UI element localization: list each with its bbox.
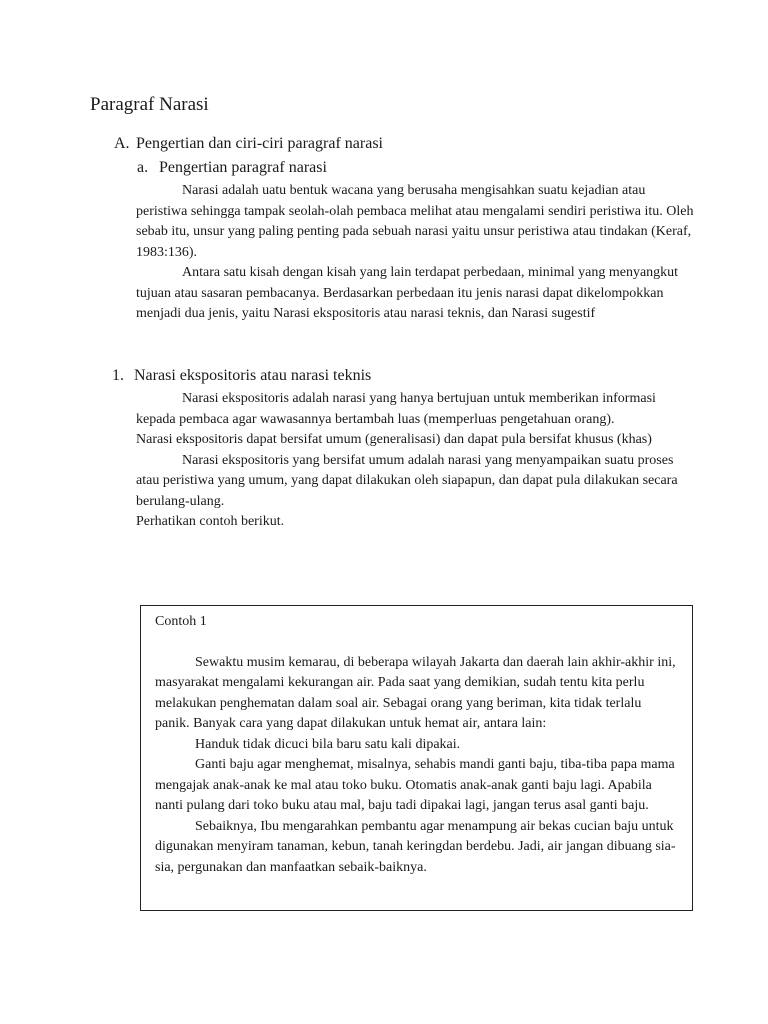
section-a-number: A. [114, 135, 130, 152]
paragraph: Narasi ekspositoris yang bersifat umum adalah narasi yang menyampaikan suatu proses atau peristiwa yang umum, yang dapat dilakukan oleh siapapun, dan dapat pula dilakukan secara berulang-ulang. [136, 452, 678, 509]
paragraph: Narasi ekspositoris adalah narasi yang hanya bertujuan untuk memberikan informasi kepada pembaca agar wawasannya bertambah luas (memperluas pengetahuan orang). [136, 391, 656, 427]
section-1-text: Narasi ekspositoris atau narasi teknis [134, 367, 372, 384]
example-box [140, 605, 693, 911]
example-heading: Contoh 1 [155, 614, 207, 629]
paragraph: Narasi ekspositoris dapat bersifat umum (generalisasi) dan dapat pula bersifat khusus (khas) [136, 432, 652, 447]
expository-text [136, 389, 696, 533]
section-a-text: Pengertian dan ciri-ciri paragraf narasi [136, 135, 383, 152]
example-paragraph: Sebaiknya, Ibu mengarahkan pembantu agar menampung air bekas cucian baju untuk digunakan menyiram tanaman, kebun, tanah keringdan berdebu. Jadi, air jangan dibuang sia-sia, pergunakan dan manfaatkan sebaik-baiknya. [155, 818, 676, 875]
paragraph: Perhatikan contoh berikut. [136, 514, 285, 529]
page-title: Paragraf Narasi [90, 94, 209, 115]
example-paragraph: Handuk tidak dicuci bila baru satu kali dipakai. [195, 736, 461, 752]
paragraph: Narasi adalah uatu bentuk wacana yang berusaha mengisahkan suatu kejadian atau peristiwa sehingga tampak seolah-olah pembaca melihat atau mengalami sendiri peristiwa itu. Oleh sebab itu, unsur yang paling penting pada sebuah narasi yaitu unsur peristiwa atau tindakan (Keraf, 1983:136). [136, 183, 694, 260]
paragraph: Antara satu kisah dengan kisah yang lain terdapat perbedaan, minimal yang menyangkut tujuan atau sasaran pembacanya. Berdasarkan perbedaan itu jenis narasi dapat dikelompokkan menjadi dua jenis, yaitu Narasi ekspositoris atau narasi teknis, dan Narasi sugestif [136, 265, 679, 321]
section-a-heading [114, 134, 383, 154]
subsection-a-text: Pengertian paragraf narasi [159, 159, 327, 176]
section-1-heading [112, 365, 371, 387]
subsection-a-heading [137, 158, 327, 178]
definition-text [136, 181, 696, 325]
example-paragraph: Sewaktu musim kemarau, di beberapa wilayah Jakarta dan daerah lain akhir-akhir ini, masyarakat mengalami kekurangan air. Pada saat yang demikian, sudah tentu kita perlu melakukan penghematan dalam soal air. Sebagai orang yang beriman, kita tidak terlalu panik. Banyak cara yang dapat dilakukan untuk hemat air, antara lain: [155, 654, 676, 731]
example-paragraph: Ganti baju agar menghemat, misalnya, sehabis mandi ganti baju, tiba-tiba papa mama mengajak anak-anak ke mal atau toko buku. Otomatis anak-anak ganti baju lagi. Apabila nanti pulang dari toko buku atau mal, baju tadi dipakai lagi, jangan terus asal ganti baju. [155, 757, 675, 813]
section-1-number: 1. [112, 367, 124, 384]
subsection-a-number: a. [137, 159, 149, 176]
